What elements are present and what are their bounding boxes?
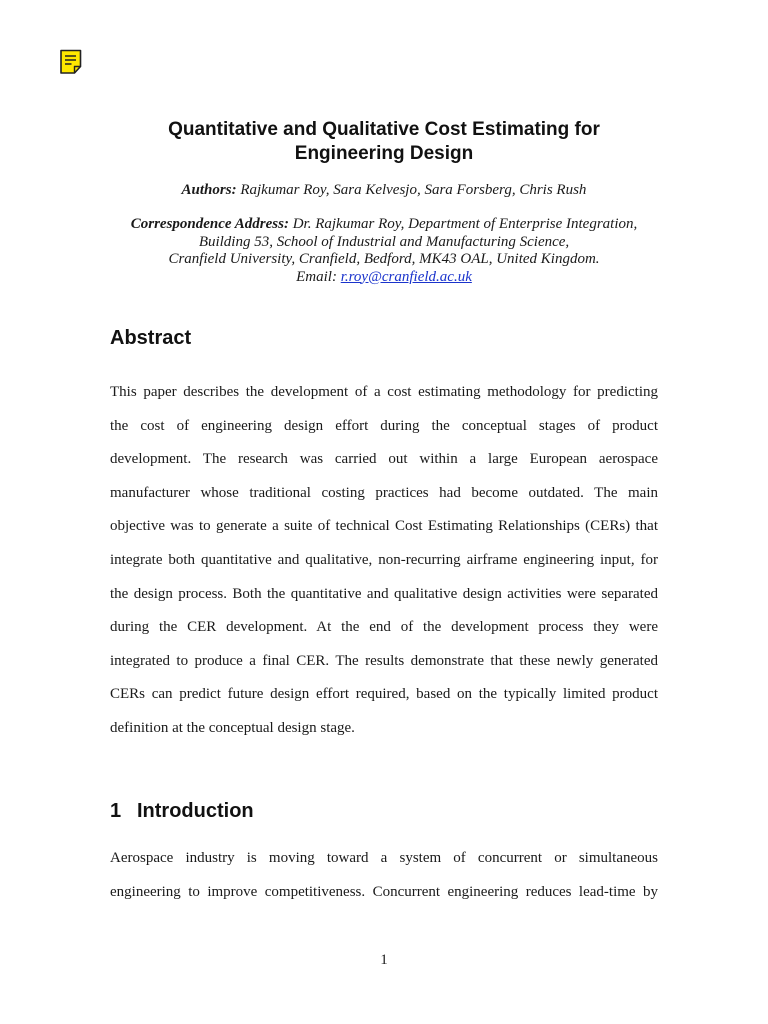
abstract-line: integrate both quantitative and qualitative, non-recurring airframe engineering input, for xyxy=(110,551,658,568)
correspondence-line-2: Building 53, School of Industrial and Manufacturing Science, xyxy=(198,233,570,250)
authors-names: Rajkumar Roy, Sara Kelvesjo, Sara Forsberg, Chris Rush xyxy=(236,182,587,198)
authors-label: Authors: xyxy=(181,182,237,198)
correspondence-line-1: Correspondence Address: Dr. Rajkumar Roy, Department of Enterprise Integration, xyxy=(130,216,638,232)
sticky-note-icon[interactable] xyxy=(59,49,83,75)
correspondence-address xyxy=(80,216,688,286)
section-number: 1 xyxy=(110,800,122,822)
authors xyxy=(80,181,688,199)
abstract-heading: Abstract xyxy=(110,327,192,349)
abstract-line: manufacturer whose traditional costing practices had become outdated. The main xyxy=(110,484,658,501)
abstract-line: the cost of engineering design effort during the conceptual stages of product xyxy=(110,417,658,434)
introduction-body xyxy=(110,842,658,909)
correspondence-line-3: Cranfield University, Cranfield, Bedford, MK43 OAL, United Kingdom. xyxy=(168,251,600,267)
abstract-line: This paper describes the development of a cost estimating methodology for predicting xyxy=(110,384,658,400)
title-line-2: Engineering Design xyxy=(294,143,474,164)
email-link[interactable]: r.roy@cranfield.ac.uk xyxy=(340,268,472,285)
abstract-line: objective was to generate a suite of technical Cost Estimating Relationships (CERs) that xyxy=(110,518,658,535)
introduction-line: engineering to improve competitiveness. Concurrent engineering reduces lead-time by xyxy=(110,883,658,900)
abstract-line: the design process. Both the quantitative and qualitative design activities were separated xyxy=(110,585,658,602)
section-title: Introduction xyxy=(137,800,254,822)
introduction-line: Aerospace industry is moving toward a system of concurrent or simultaneous xyxy=(110,850,658,866)
abstract-line: development. The research was carried out within a large European aerospace xyxy=(110,451,658,468)
introduction-heading xyxy=(110,800,254,823)
correspondence-label: Correspondence Address: xyxy=(130,216,289,232)
abstract-line: integrated to produce a final CER. The results demonstrate that these newly generated xyxy=(110,652,658,669)
email-label: Email: xyxy=(296,268,341,285)
title-line-1: Quantitative and Qualitative Cost Estimating for xyxy=(168,119,600,140)
abstract-line: CERs can predict future design effort required, based on the typically limited product xyxy=(110,686,658,703)
page-number: 1 xyxy=(380,952,388,968)
paper-title xyxy=(100,118,668,166)
abstract-line: during the CER development. At the end of the development process they were xyxy=(110,619,658,636)
abstract-body xyxy=(110,376,658,746)
correspondence-email-line xyxy=(80,269,688,287)
abstract-line: definition at the conceptual design stage. xyxy=(110,719,355,736)
